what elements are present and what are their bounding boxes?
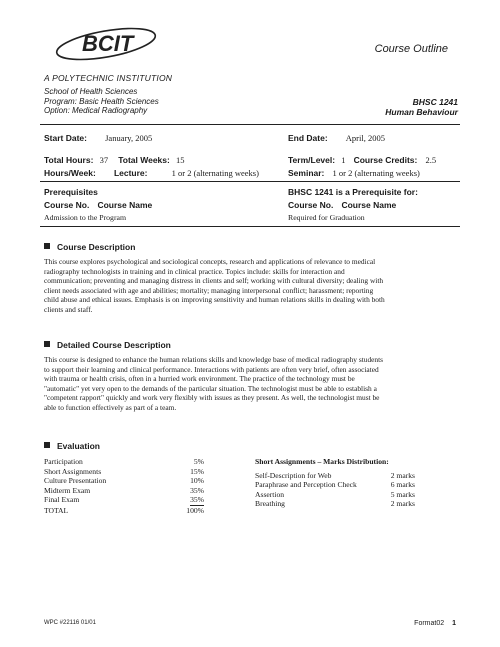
paragraph-line: clients and staff. [44,304,93,314]
paragraph-line: with trauma or health crisis, often in a hurried work environment. The practice of the technology must be [44,374,355,383]
prereq-course-no-header: Course No. [44,200,90,210]
hours-week-row [44,168,259,178]
header-divider [40,124,460,125]
short-assignment-row [255,499,415,509]
form-code: WPC #22116 01/01 [44,620,96,626]
school-block [44,87,159,116]
evaluation-heading [44,441,100,451]
evaluation-row [44,495,204,506]
evaluation-item: Midterm Exam [44,485,91,495]
section-bullet-icon [44,442,50,448]
evaluation-total-row [44,506,204,516]
evaluation-item: Participation [44,457,83,466]
short-assignment-marks: 5 marks [390,489,415,499]
short-assignment-marks: 2 marks [390,499,415,509]
course-code: BHSC 1241 [412,97,458,107]
program-name: Program: Basic Health Sciences [44,96,159,106]
lecture-value: 1 or 2 (alternating weeks) [171,168,259,178]
seminar-label: Seminar: [288,168,325,178]
logo-lettering: BCIT [82,31,134,56]
short-assignment-name: Paraphrase and Perception Check [255,480,357,490]
paragraph-line: This course is designed to enhance the human relations skills and knowledge base of medical radiography students [44,355,384,364]
course-description-text [44,257,462,314]
paragraph-line: communication; preventing and managing distress in clients and self; working with cultural diversity; dealing with [44,276,384,285]
evaluation-row [44,476,204,486]
start-date-row [44,133,152,143]
start-date-value: January, 2005 [105,133,153,143]
paragraph-line: child abuse and ethical issues. Emphasis is on improving sensitivity and human relations skills in dealing with both [44,295,385,304]
info-divider [40,181,460,182]
end-date-row [288,133,385,143]
short-assignment-row [255,471,415,481]
detailed-description-text [44,355,462,412]
seminar-value: 1 or 2 (alternating weeks) [332,168,420,178]
short-assignment-name: Breathing [255,499,285,509]
end-date-value: April, 2005 [345,133,385,143]
prereq-for-course-name-header: Course Name [341,200,397,210]
lecture-label: Lecture: [113,168,148,178]
bcit-logo [48,22,164,70]
prerequisite-for-heading: BHSC 1241 is a Prerequisite for: [288,187,418,197]
evaluation-row [44,486,204,496]
course-id-block [385,97,458,117]
start-date-label: Start Date: [44,133,87,143]
evaluation-weight: 5% [193,457,204,466]
paragraph-line: client needs associated with age and abilities; mortality; managing interpersonal conflict; harassment; reporting [44,285,374,295]
document-type: Course Outline [374,43,448,55]
evaluation-row [44,457,204,467]
evaluation-item: Culture Presentation [44,476,107,486]
course-description-heading [44,242,135,252]
term-row [288,155,436,165]
paragraph-line: to support their learning and clinical performance. Interactions with patients are often very brief, often associated [44,364,379,374]
short-assignment-name: Self-Description for Web [255,470,332,480]
evaluation-row [44,467,204,477]
short-assignments-table [255,457,415,509]
paragraph-line: "automatic" yet very open to the demands of the particular situation. The technologist must be able to establish a [44,383,377,393]
short-assignment-row [255,480,415,490]
page-footer [414,620,456,627]
prerequisites-heading: Prerequisites [44,187,98,197]
hours-week-label: Hours/Week: [44,168,96,178]
page-number: 1 [452,620,456,627]
detailed-description-title: Detailed Course Description [57,340,171,350]
evaluation-weight: 10% [190,476,204,486]
section-bullet-icon [44,341,50,347]
detailed-description-heading [44,340,171,350]
evaluation-weight: 35% [190,485,204,495]
prereq-for-course-no-header: Course No. [288,200,334,210]
short-assignment-marks: 6 marks [390,480,415,490]
prereq-for-value: Required for Graduation [288,213,365,222]
evaluation-table [44,457,204,516]
section-bullet-icon [44,243,50,249]
total-weeks-label: Total Weeks: [118,155,170,165]
total-hours-value: 37 [99,155,109,165]
evaluation-weight: 35% [190,495,204,505]
prereq-value: Admission to the Program [44,213,127,222]
paragraph-line: able to function effectively as part of a team. [44,402,177,412]
prereq-columns [44,200,152,210]
seminar-row [288,168,420,178]
short-assignment-row [255,490,415,500]
evaluation-item: Final Exam [44,495,80,505]
prereq-for-columns [288,200,396,210]
term-value: 1 [341,155,346,165]
evaluation-title: Evaluation [57,441,100,451]
prereq-course-name-header: Course Name [97,200,153,210]
short-assignment-marks: 2 marks [390,470,415,480]
paragraph-line: radiography technologists in training and in clinical practice. Topics include: skills for interaction and [44,266,345,276]
evaluation-weight: 15% [190,466,204,476]
course-title: Human Behaviour [385,107,458,117]
course-description-title: Course Description [57,242,136,252]
term-label: Term/Level: [288,155,336,165]
credits-value: 2.5 [425,155,437,165]
school-name: School of Health Sciences [44,87,138,96]
total-weeks-value: 15 [175,155,185,165]
credits-label: Course Credits: [353,155,418,165]
short-assignments-heading: Short Assignments – Marks Distribution: [255,457,389,466]
institution-tagline: A POLYTECHNIC INSTITUTION [44,73,173,83]
end-date-label: End Date: [288,133,328,143]
evaluation-item: Short Assignments [44,466,102,476]
paragraph-line: "competent rapport" quickly and work very flexibly with issues as they present. As well, the technologist must be [44,393,380,402]
hours-row [44,155,184,165]
total-hours-label: Total Hours: [44,155,94,165]
paragraph-line: This course explores psychological and sociological concepts, research and applications of relevance to medical [44,257,376,266]
evaluation-total-label: TOTAL [44,505,69,515]
evaluation-total-value: 100% [186,505,204,515]
short-assignment-name: Assertion [255,489,285,499]
form-label: Format02 [414,620,445,627]
option-name: Option: Medical Radiography [44,106,148,115]
prereq-divider [40,226,460,227]
